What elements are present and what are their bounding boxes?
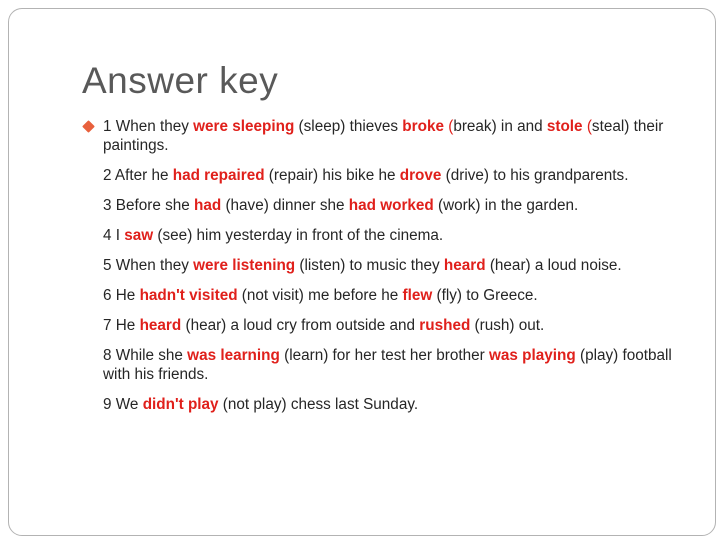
answer-verb: rushed: [419, 317, 471, 334]
answer-item-2: 2 After he had repaired (repair) his bike he drove (drive) to his grandparents.: [103, 167, 629, 184]
answer-item-9: 9 We didn't play (not play) chess last Sunday.: [103, 396, 419, 413]
answer-verb: broke: [402, 118, 444, 135]
answer-verb: hadn't visited: [139, 287, 238, 304]
answer-verb: had repaired: [172, 167, 265, 184]
answer-verb: heard: [139, 317, 182, 334]
answer-verb: flew: [402, 287, 433, 304]
slide-title: Answer key: [82, 60, 279, 101]
answer-item-6: 6 He hadn't visited (not visit) me before he flew (fly) to Greece.: [103, 287, 538, 304]
answer-verb: had worked: [348, 197, 434, 214]
answer-item-5: 5 When they were listening (listen) to music they heard (hear) a loud noise.: [103, 257, 622, 274]
answer-list: [103, 117, 688, 425]
answer-item-4: 4 I saw (see) him yesterday in front of the cinema.: [103, 227, 444, 244]
answer-item-1: 1 When they were sleeping (sleep) thieves broke (break) in and stole (steal) their paintings.: [103, 118, 668, 154]
answer-verb: were listening: [193, 257, 296, 274]
answer-verb: were sleeping: [193, 118, 295, 135]
answer-verb: was playing: [489, 347, 576, 364]
answer-item-3: 3 Before she had (have) dinner she had worked (work) in the garden.: [103, 197, 579, 214]
answer-verb: stole: [546, 118, 583, 135]
answer-verb: heard: [443, 257, 486, 274]
answer-verb: didn't play: [142, 396, 219, 413]
answer-verb: drove: [399, 167, 442, 184]
answer-verb: was learning: [187, 347, 280, 364]
answer-verb: had: [194, 197, 222, 214]
answer-item-7: 7 He heard (hear) a loud cry from outside and rushed (rush) out.: [103, 317, 545, 334]
answer-item-8: 8 While she was learning (learn) for her test her brother was playing (play) football with his friends.: [103, 347, 677, 383]
answer-verb: saw: [124, 227, 154, 244]
